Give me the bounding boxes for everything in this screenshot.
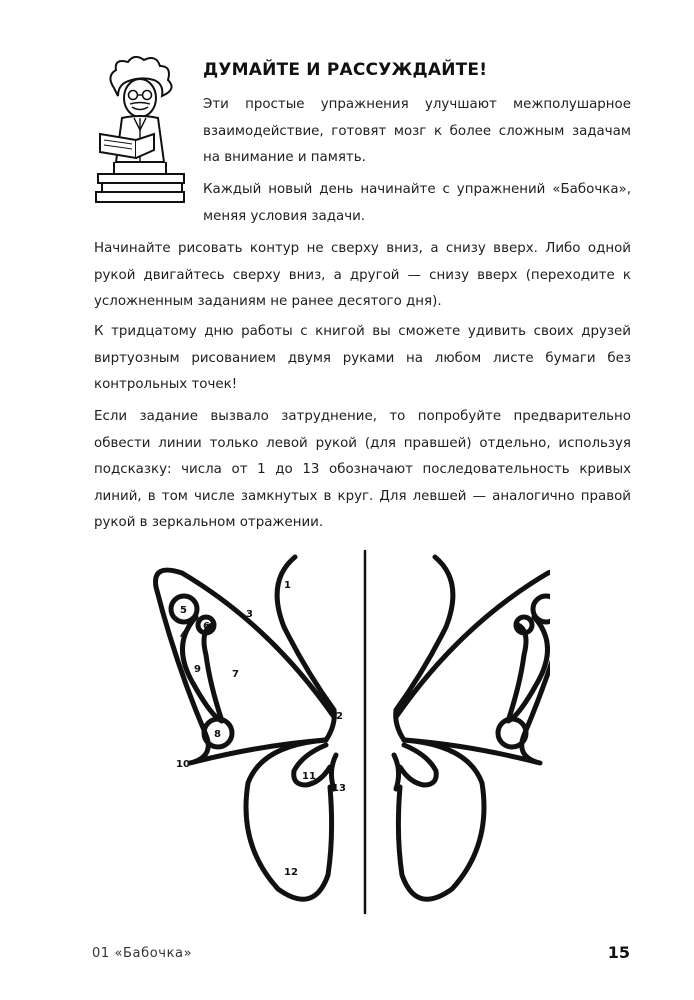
paragraph-daily: Каждый новый день начинайте с упражнений «Бабочка», меняя условия задачи. xyxy=(203,182,631,224)
right-half xyxy=(394,557,550,899)
paragraph-intro: Эти простые упражнения улучшают межполушарное взаимодействие, готовят мозг к более сложным задачам на внимание и память. xyxy=(203,97,631,165)
label-2: 2 xyxy=(336,711,343,722)
chapter-footer: 01 «Бабочка» xyxy=(92,946,193,961)
label-1: 1 xyxy=(284,580,291,591)
label-4: 4 xyxy=(180,630,187,641)
label-7: 7 xyxy=(232,669,239,680)
label-6: 6 xyxy=(203,621,210,632)
paragraph-thirtieth-day: К тридцатому дню работы с книгой вы сможете удивить своих друзей виртуозным рисованием двумя руками на любом листе бумаги без контрольных точек! xyxy=(94,324,631,392)
label-11: 11 xyxy=(302,771,316,782)
label-9: 9 xyxy=(194,664,201,675)
scientist-illustration xyxy=(92,54,188,204)
label-8: 8 xyxy=(214,729,221,740)
paragraph-difficulty: Если задание вызвало затруднение, то попробуйте предварительно обвести линии только левой рукой (для правшей) отдельно, используя подсказку: числа от 1 до 13 обозначают последовательность кривых линий, в том числе замкнутых в круг. Для левшей — аналогично правой рукой в зеркальном отражении. xyxy=(94,409,631,530)
label-10: 10 xyxy=(176,759,190,770)
page-heading: ДУМАЙТЕ И РАССУЖДАЙТЕ! xyxy=(203,60,488,80)
label-5: 5 xyxy=(180,605,187,616)
label-3: 3 xyxy=(246,609,253,620)
butterfly-diagram xyxy=(150,545,550,915)
label-12: 12 xyxy=(284,867,298,878)
label-13: 13 xyxy=(332,783,346,794)
paragraph-direction: Начинайте рисовать контур не сверху вниз, а снизу вверх. Либо одной рукой двигайтесь сверху вниз, а другой — снизу вверх (переходите к усложненным заданиям не ранее десятого дня). xyxy=(94,241,631,309)
page-number: 15 xyxy=(607,943,630,962)
